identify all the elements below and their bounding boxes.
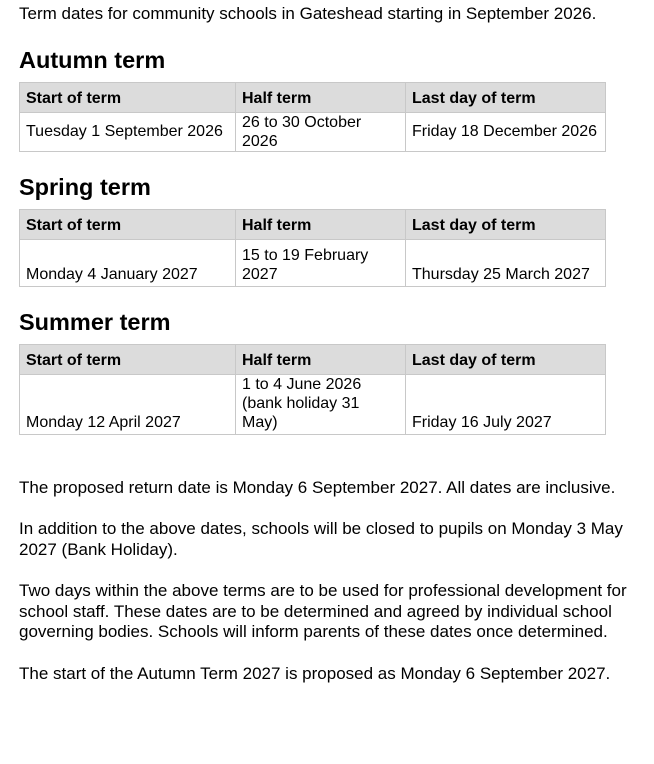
summer-term-table [19, 344, 606, 435]
header-start-of-term: Start of term [20, 82, 236, 112]
header-start-of-term: Start of term [20, 344, 236, 374]
table-header-row [20, 209, 606, 239]
cell-half-term: 26 to 30 October 2026 [236, 112, 406, 151]
spring-term-table [19, 209, 606, 287]
header-last-day: Last day of term [406, 82, 606, 112]
cell-start-of-term: Monday 12 April 2027 [20, 374, 236, 434]
cell-half-term: 1 to 4 June 2026 (bank holiday 31 May) [236, 374, 406, 434]
document-body [19, 4, 629, 684]
return-date-paragraph: The proposed return date is Monday 6 September 2027. All dates are inclusive. [19, 477, 616, 497]
autumn-term-heading: Autumn term [19, 46, 166, 73]
table-header-row [20, 82, 606, 112]
training-days-paragraph: Two days within the above terms are to be used for professional development for school staff. These dates are to be determined and agreed by individual school governing bodies. Schools will inform parents of these dates once determined. [19, 581, 627, 641]
intro-text: Term dates for community schools in Gateshead starting in September 2026. [19, 4, 597, 23]
header-last-day: Last day of term [406, 209, 606, 239]
next-autumn-paragraph: The start of the Autumn Term 2027 is proposed as Monday 6 September 2027. [19, 663, 611, 683]
cell-start-of-term: Monday 4 January 2027 [20, 239, 236, 286]
cell-last-day: Friday 18 December 2026 [406, 112, 606, 151]
table-row [20, 374, 606, 434]
cell-start-of-term: Tuesday 1 September 2026 [20, 112, 236, 151]
summer-term-heading: Summer term [19, 308, 171, 335]
table-header-row [20, 344, 606, 374]
header-start-of-term: Start of term [20, 209, 236, 239]
table-row [20, 112, 606, 151]
cell-last-day: Friday 16 July 2027 [406, 374, 606, 434]
spring-term-heading: Spring term [19, 173, 151, 200]
cell-last-day: Thursday 25 March 2027 [406, 239, 606, 286]
autumn-term-table [19, 82, 606, 152]
header-last-day: Last day of term [406, 344, 606, 374]
header-half-term: Half term [236, 344, 406, 374]
table-row [20, 239, 606, 286]
cell-half-term: 15 to 19 February 2027 [236, 239, 406, 286]
header-half-term: Half term [236, 209, 406, 239]
bank-holiday-paragraph: In addition to the above dates, schools will be closed to pupils on Monday 3 May 2027 (Bank Holiday). [19, 519, 623, 559]
header-half-term: Half term [236, 82, 406, 112]
